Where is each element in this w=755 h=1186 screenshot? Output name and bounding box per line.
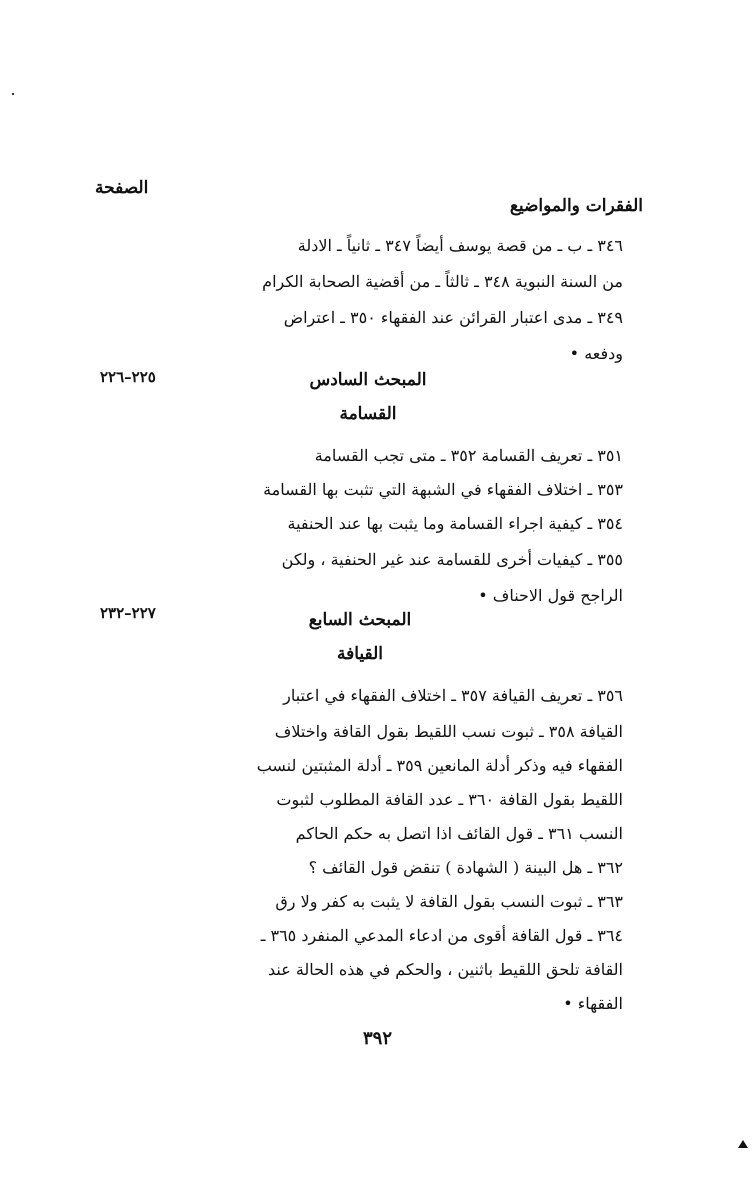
text-line: ٣٥٤ ـ كيفية اجراء القسامة وما يثبت بها عند الحنفية [287, 514, 623, 533]
text-line: الفقهاء • [563, 994, 623, 1013]
text-line: ٣٤٦ ـ ب ـ من قصة يوسف أيضاً ٣٤٧ ـ ثانياً ـ الادلة [297, 236, 623, 255]
text-line: القافة تلحق اللقيط باثنين ، والحكم في هذه الحالة عند [267, 960, 623, 979]
section-7-subtitle: القيافة [336, 644, 384, 664]
section-6-title: المبحث السادس [309, 370, 427, 390]
topics-column-label: الفقرات والمواضيع [509, 196, 643, 216]
section-6-page-range: ٢٢٥–٢٢٦ [100, 368, 156, 386]
text-line: ٣٦٣ ـ ثبوت النسب بقول القافة لا يثبت به كفر ولا رق [275, 892, 623, 911]
text-line: ٣٦٢ ـ هل البينة ( الشهادة ) تنقض قول القائف ؟ [308, 858, 623, 877]
page-column-label: الصفحة [95, 178, 149, 198]
scan-speck [12, 93, 14, 95]
text-line: الراجح قول الاحناف • [478, 586, 623, 605]
text-line: ٣٦٤ ـ قول القافة أقوى من ادعاء المدعي المنفرد ٣٦٥ ـ [260, 926, 623, 945]
text-line: ٣٥٦ ـ تعريف القيافة ٣٥٧ ـ اختلاف الفقهاء في اعتبار [283, 686, 623, 705]
section-6-subtitle: القسامة [339, 404, 397, 424]
text-line: القيافة ٣٥٨ ـ ثبوت نسب اللقيط بقول القافة واختلاف [274, 722, 623, 741]
corner-triangle-icon [738, 1140, 748, 1148]
text-line: ٣٥٣ ـ اختلاف الفقهاء في الشبهة التي تثبت بها القسامة [263, 480, 623, 499]
text-line: من السنة النبوية ٣٤٨ ـ ثالثاً ـ من أقضية الصحابة الكرام [262, 272, 623, 291]
text-line: ٣٥١ ـ تعريف القسامة ٣٥٢ ـ متى تجب القسامة [314, 446, 623, 465]
section-7-title: المبحث السابع [308, 610, 412, 630]
text-line: النسب ٣٦١ ـ قول القائف اذا اتصل به حكم الحاكم [295, 824, 623, 843]
text-line: اللقيط بقول القافة ٣٦٠ ـ عدد القافة المطلوب لثبوت [276, 790, 623, 809]
text-line: الفقهاء فيه وذكر أدلة المانعين ٣٥٩ ـ أدلة المثبتين لنسب [256, 756, 623, 775]
text-line: ودفعه • [569, 344, 623, 363]
section-7-page-range: ٢٢٧–٢٣٢ [100, 604, 156, 622]
text-line: ٣٥٥ ـ كيفيات أخرى للقسامة عند غير الحنفية ، ولكن [281, 550, 623, 569]
page-number: ٣٩٢ [362, 1028, 392, 1049]
table-of-contents-header [95, 178, 643, 216]
text-line: ٣٤٩ ـ مدى اعتبار القرائن عند الفقهاء ٣٥٠ ـ اعتراض [283, 308, 623, 327]
